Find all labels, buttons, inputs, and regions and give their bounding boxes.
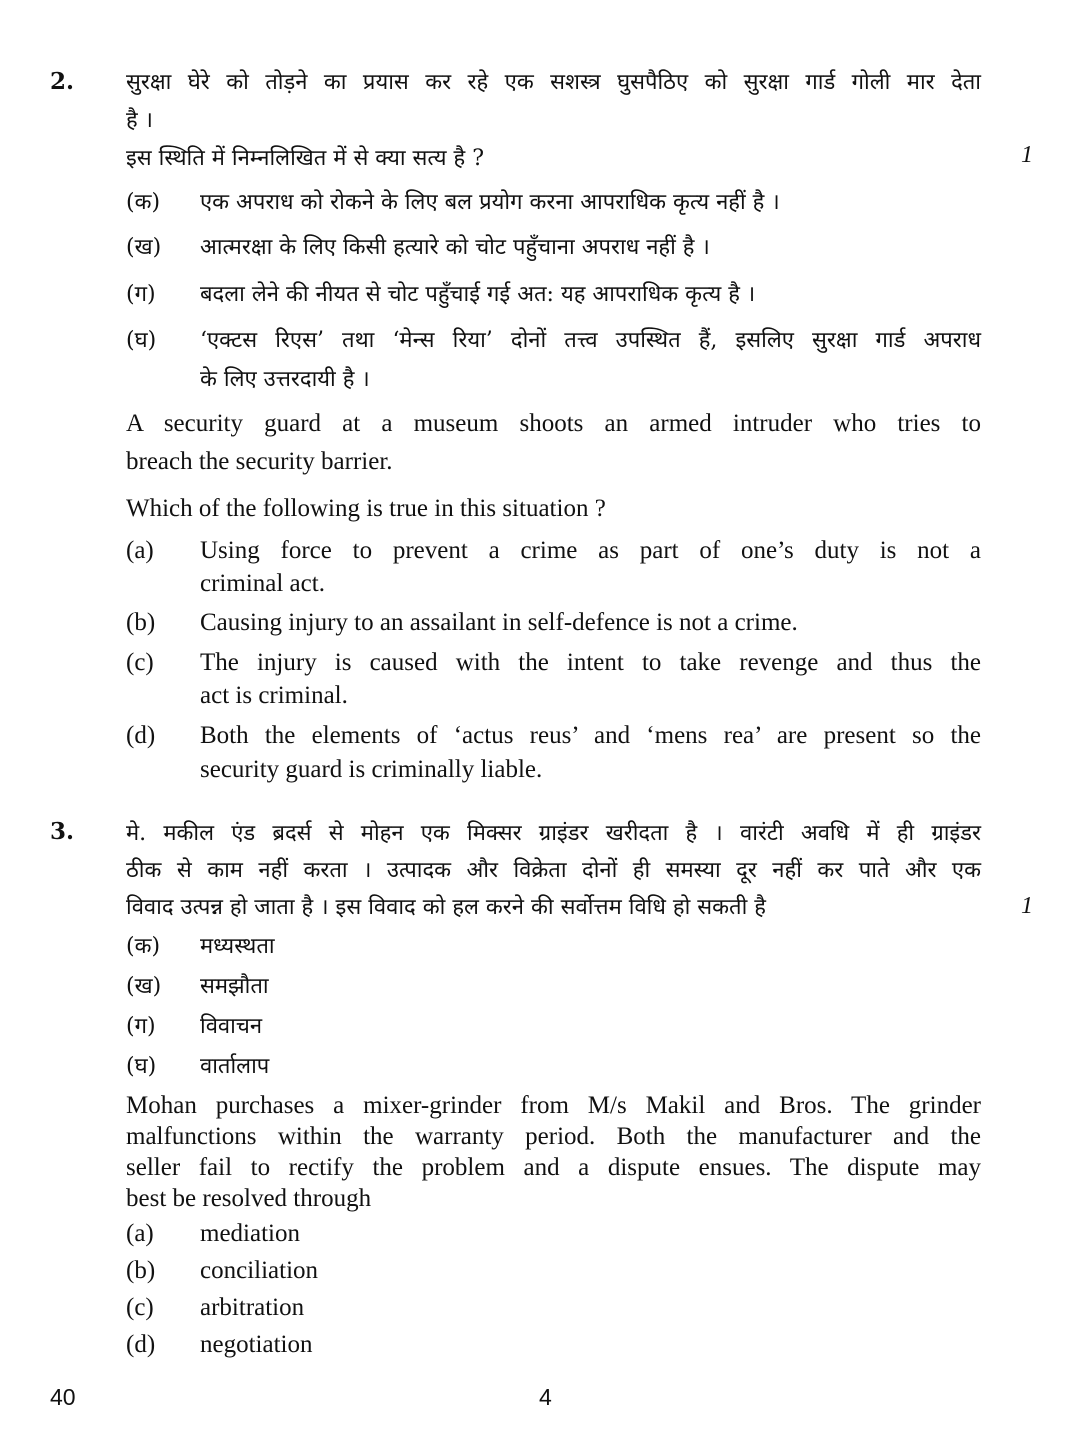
q2-english-option-text-line-1: The injury is caused with the intent to take revenge and thus the — [200, 649, 981, 676]
q2-english-option-label: (d) — [126, 722, 156, 749]
q2-english-option-text-line-2: criminal act. — [200, 570, 325, 597]
paper-code: 40 — [50, 1384, 76, 1410]
q3-english-stem-line-3: seller fail to rectify the problem and a dispute ensues. The dispute may — [126, 1154, 981, 1181]
q2-hindi-option-label: (ख) — [126, 235, 162, 260]
q2-hindi-option-text-line-1: ‘एक्टस रिएस’ तथा ‘मेन्स रिया’ दोनों तत्त्व उपस्थित हैं, इसलिए सुरक्षा गार्ड अपराध — [200, 328, 981, 353]
q3-english-option-label: (d) — [126, 1331, 156, 1358]
q2-hindi-option-text: एक अपराध को रोकने के लिए बल प्रयोग करना आपराधिक कृत्य नहीं है । — [200, 190, 780, 215]
q3-hindi-option-text: विवाचन — [200, 1014, 263, 1039]
q2-english-option-text-line-2: act is criminal. — [200, 682, 348, 709]
q2-hindi-option-text: बदला लेने की नीयत से चोट पहुँचाई गई अत: यह आपराधिक कृत्य है । — [200, 282, 756, 307]
q2-hindi-option-label: (घ) — [126, 328, 157, 353]
q3-hindi-option-label: (क) — [126, 934, 161, 959]
q2-english-option-label: (b) — [126, 609, 156, 636]
q2-hindi-option-text: आत्मरक्षा के लिए किसी हत्यारे को चोट पहुँचाना अपराध नहीं है । — [200, 235, 710, 260]
q2-hindi-stem-line-1: सुरक्षा घेरे को तोड़ने का प्रयास कर रहे एक सशस्त्र घुसपैठिए को सुरक्षा गार्ड गोली मार देता — [126, 70, 981, 95]
q3-english-option-label: (c) — [126, 1294, 154, 1321]
q3-english-option-text: arbitration — [200, 1294, 305, 1321]
q2-hindi-option-label: (ग) — [126, 282, 156, 307]
q2-hindi-stem-line-2: है । — [126, 108, 154, 133]
q3-hindi-option-label: (ख) — [126, 974, 162, 999]
q2-hindi-option-label: (क) — [126, 190, 161, 215]
q3-hindi-stem-line-3: विवाद उत्पन्न हो जाता है । इस विवाद को हल करने की सर्वोत्तम विधि हो सकती है — [126, 895, 766, 920]
q3-english-option-label: (a) — [126, 1220, 154, 1247]
q3-english-option-label: (b) — [126, 1257, 156, 1284]
q2-english-question: Which of the following is true in this situation ? — [126, 495, 606, 522]
q3-english-option-text: negotiation — [200, 1331, 313, 1358]
q3-english-stem-line-2: malfunctions within the warranty period. Both the manufacturer and the — [126, 1123, 981, 1150]
q3-english-stem-line-4: best be resolved through — [126, 1185, 372, 1212]
q2-english-option-text-line-1: Using force to prevent a crime as part of one’s duty is not a — [200, 537, 981, 564]
q2-english-option-text-line-2: security guard is criminally liable. — [200, 756, 543, 783]
q2-english-option-text-line-1: Causing injury to an assailant in self-defence is not a crime. — [200, 609, 798, 636]
q3-english-option-text: mediation — [200, 1220, 300, 1247]
page-number: 4 — [539, 1384, 552, 1410]
q2-english-stem-line-1: A security guard at a museum shoots an armed intruder who tries to — [126, 410, 981, 437]
q3-english-stem-line-1: Mohan purchases a mixer-grinder from M/s Makil and Bros. The grinder — [126, 1092, 981, 1119]
q3-hindi-option-text: मध्यस्थता — [200, 934, 275, 959]
q2-english-option-label: (c) — [126, 649, 154, 676]
q3-english-option-text: conciliation — [200, 1257, 319, 1284]
q2-hindi-option-text-line-2: के लिए उत्तरदायी है । — [200, 367, 370, 392]
question-2-number: 2. — [50, 68, 75, 95]
q3-hindi-option-text: समझौता — [200, 974, 269, 999]
q2-hindi-question: इस स्थिति में निम्नलिखित में से क्या सत्य है ? — [126, 146, 485, 171]
q3-hindi-option-label: (ग) — [126, 1014, 156, 1039]
q3-hindi-option-label: (घ) — [126, 1054, 157, 1079]
q2-english-option-label: (a) — [126, 537, 154, 564]
q3-hindi-option-text: वार्तालाप — [200, 1054, 270, 1079]
q3-hindi-stem-line-2: ठीक से काम नहीं करता । उत्पादक और विक्रेता दोनों ही समस्या दूर नहीं कर पाते और एक — [126, 858, 981, 883]
q2-english-stem-line-2: breach the security barrier. — [126, 448, 393, 475]
q2-english-option-text-line-1: Both the elements of ‘actus reus’ and ‘mens rea’ are present so the — [200, 722, 981, 749]
q2-marks: 1 — [1021, 142, 1033, 168]
question-3-number: 3. — [50, 818, 75, 845]
q3-marks: 1 — [1021, 893, 1033, 919]
q3-hindi-stem-line-1: मे. मकील एंड ब्रदर्स से मोहन एक मिक्सर ग्राइंडर खरीदता है । वारंटी अवधि में ही ग्राइंडर — [126, 821, 981, 846]
